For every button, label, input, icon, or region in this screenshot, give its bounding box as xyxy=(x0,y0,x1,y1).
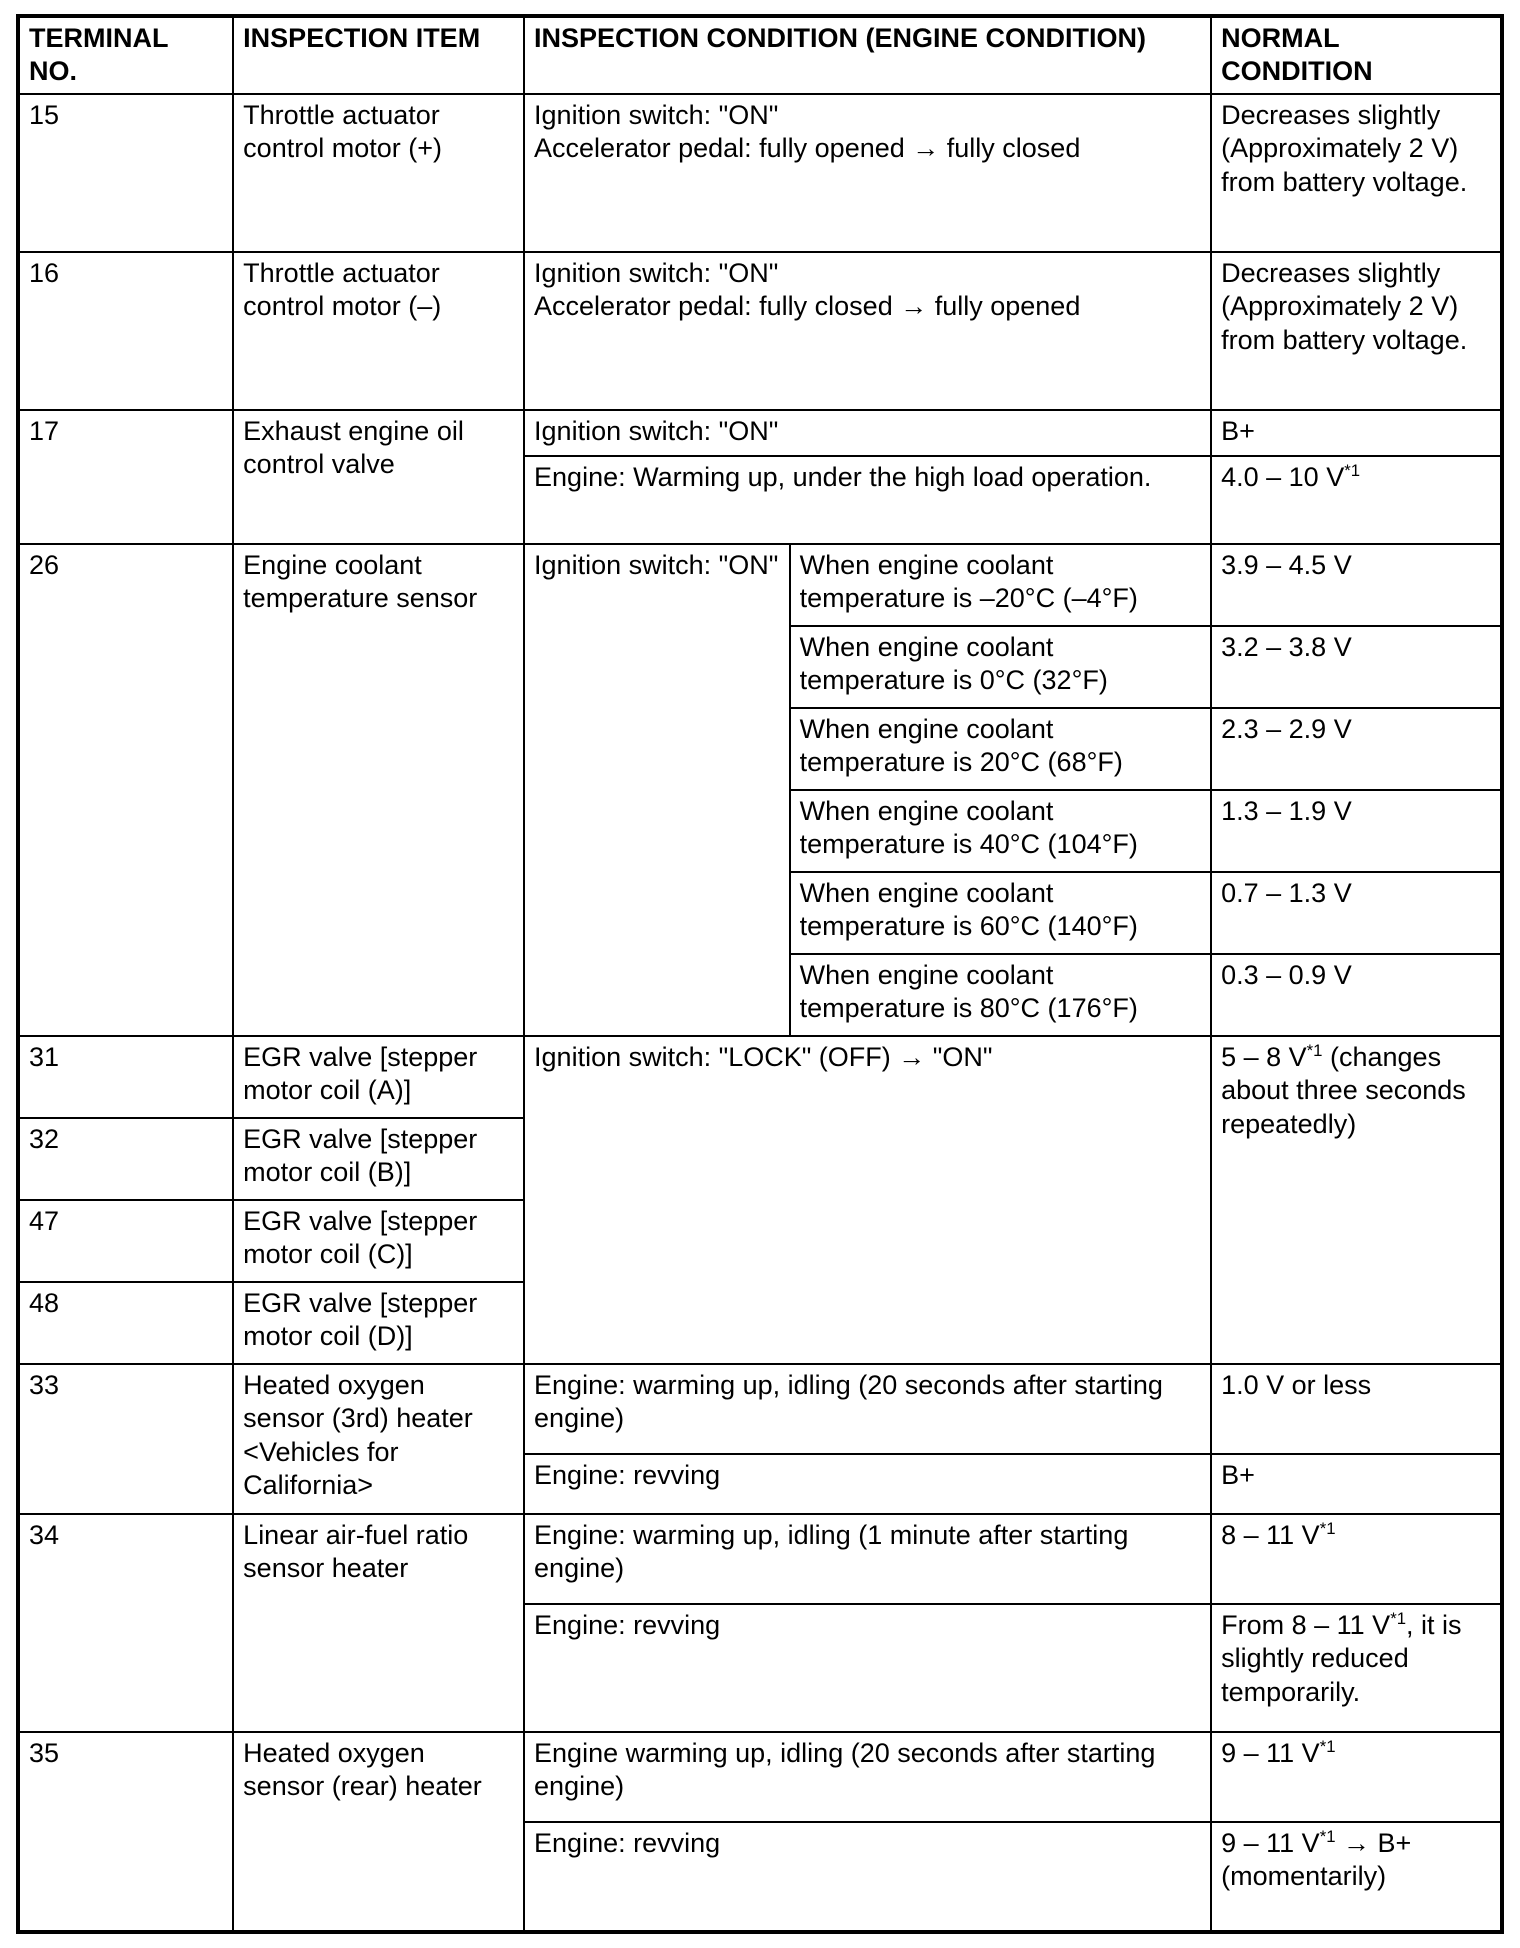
normal-condition xyxy=(1211,1604,1502,1732)
inspection-item: Throttle actuator control motor (–) xyxy=(233,252,524,410)
normal-value-cont: → B+ (momentarily) xyxy=(1221,1827,1412,1892)
inspection-condition: Engine: revving xyxy=(524,1454,1211,1514)
terminal-no: 26 xyxy=(18,544,233,1036)
inspection-item: EGR valve [stepper motor coil (A)] xyxy=(233,1036,524,1118)
header-normal-condition: NORMAL CONDITION xyxy=(1211,16,1502,94)
header-row xyxy=(18,16,1502,94)
inspection-item: EGR valve [stepper motor coil (D)] xyxy=(233,1282,524,1364)
normal-condition xyxy=(1211,1514,1502,1604)
normal-value: 8 – 11 V xyxy=(1221,1519,1320,1550)
normal-condition: B+ xyxy=(1211,1454,1502,1514)
inspection-condition: Engine: warming up, idling (20 seconds after starting engine) xyxy=(524,1364,1211,1454)
terminal-no: 48 xyxy=(18,1282,233,1364)
row-terminal-34 xyxy=(18,1514,1502,1604)
normal-condition: 3.9 – 4.5 V xyxy=(1211,544,1502,626)
terminal-no: 35 xyxy=(18,1732,233,1932)
normal-condition: 2.3 – 2.9 V xyxy=(1211,708,1502,790)
normal-condition: 3.2 – 3.8 V xyxy=(1211,626,1502,708)
normal-condition xyxy=(1211,1822,1502,1932)
row-terminal-15 xyxy=(18,94,1502,252)
normal-condition: B+ xyxy=(1211,410,1502,456)
coolant-temp-condition: When engine coolant temperature is 80°C (176°F) xyxy=(790,954,1211,1036)
row-terminal-26 xyxy=(18,544,1502,626)
normal-value: From 8 – 11 V xyxy=(1221,1609,1391,1640)
normal-condition xyxy=(1211,1036,1502,1364)
terminal-no: 32 xyxy=(18,1118,233,1200)
normal-value: 4.0 – 10 V xyxy=(1221,461,1345,492)
footnote-marker: *1 xyxy=(1319,1736,1336,1756)
inspection-item: EGR valve [stepper motor coil (B)] xyxy=(233,1118,524,1200)
terminal-no: 17 xyxy=(18,410,233,544)
terminal-inspection-table xyxy=(16,14,1504,1934)
coolant-temp-condition: When engine coolant temperature is –20°C (–4°F) xyxy=(790,544,1211,626)
inspection-item: Heated oxygen sensor (3rd) heater <Vehicles for California> xyxy=(233,1364,524,1514)
normal-condition: 0.7 – 1.3 V xyxy=(1211,872,1502,954)
page xyxy=(16,14,1504,1934)
row-terminal-35 xyxy=(18,1732,1502,1822)
terminal-no: 34 xyxy=(18,1514,233,1732)
inspection-condition: Ignition switch: "ON" xyxy=(524,410,1211,456)
row-terminal-17 xyxy=(18,410,1502,456)
footnote-marker: *1 xyxy=(1319,1518,1336,1538)
inspection-item: EGR valve [stepper motor coil (C)] xyxy=(233,1200,524,1282)
condition-line: Accelerator pedal: fully closed → fully opened xyxy=(534,291,1081,322)
inspection-condition xyxy=(524,252,1211,410)
normal-value: 9 – 11 V xyxy=(1221,1827,1320,1858)
coolant-temp-condition: When engine coolant temperature is 0°C (32°F) xyxy=(790,626,1211,708)
terminal-no: 16 xyxy=(18,252,233,410)
normal-condition: 1.0 V or less xyxy=(1211,1364,1502,1454)
condition-line: Accelerator pedal: fully opened → fully closed xyxy=(534,133,1081,164)
footnote-marker: *1 xyxy=(1390,1608,1407,1628)
inspection-condition xyxy=(524,94,1211,252)
inspection-item: Exhaust engine oil control valve xyxy=(233,410,524,544)
row-terminal-33 xyxy=(18,1364,1502,1454)
inspection-item: Heated oxygen sensor (rear) heater xyxy=(233,1732,524,1932)
normal-value: 5 – 8 V xyxy=(1221,1041,1307,1072)
inspection-item: Engine coolant temperature sensor xyxy=(233,544,524,1036)
inspection-condition: Engine: revving xyxy=(524,1822,1211,1932)
normal-condition xyxy=(1211,456,1502,544)
footnote-marker: *1 xyxy=(1306,1040,1323,1060)
coolant-temp-condition: When engine coolant temperature is 40°C (104°F) xyxy=(790,790,1211,872)
normal-condition: 0.3 – 0.9 V xyxy=(1211,954,1502,1036)
terminal-no: 47 xyxy=(18,1200,233,1282)
coolant-temp-condition: When engine coolant temperature is 60°C (140°F) xyxy=(790,872,1211,954)
inspection-item: Linear air-fuel ratio sensor heater xyxy=(233,1514,524,1732)
coolant-temp-condition: When engine coolant temperature is 20°C (68°F) xyxy=(790,708,1211,790)
inspection-condition: Engine warming up, idling (20 seconds after starting engine) xyxy=(524,1732,1211,1822)
normal-condition: 1.3 – 1.9 V xyxy=(1211,790,1502,872)
footnote-marker: *1 xyxy=(1344,460,1361,480)
header-inspection-item: INSPECTION ITEM xyxy=(233,16,524,94)
condition-line: Ignition switch: "ON" xyxy=(534,257,779,288)
header-terminal-no: TERMINAL NO. xyxy=(18,16,233,94)
footnote-marker: *1 xyxy=(1319,1826,1336,1846)
row-terminal-31 xyxy=(18,1036,1502,1118)
inspection-condition: Engine: warming up, idling (1 minute after starting engine) xyxy=(524,1514,1211,1604)
normal-value: 9 – 11 V xyxy=(1221,1737,1320,1768)
inspection-condition: Engine: Warming up, under the high load operation. xyxy=(524,456,1211,544)
inspection-condition: Ignition switch: "LOCK" (OFF) → "ON" xyxy=(524,1036,1211,1364)
inspection-item: Throttle actuator control motor (+) xyxy=(233,94,524,252)
condition-line: Ignition switch: "ON" xyxy=(534,99,779,130)
normal-condition xyxy=(1211,1732,1502,1822)
header-inspection-condition: INSPECTION CONDITION (ENGINE CONDITION) xyxy=(524,16,1211,94)
normal-value-cont: , it is slightly reduced temporarily. xyxy=(1221,1609,1462,1707)
normal-value-cont: (changes about three seconds repeatedly) xyxy=(1221,1041,1466,1139)
ignition-switch-condition: Ignition switch: "ON" xyxy=(524,544,790,1036)
normal-condition: Decreases slightly (Approximately 2 V) from battery voltage. xyxy=(1211,252,1502,410)
terminal-no: 31 xyxy=(18,1036,233,1118)
row-terminal-16 xyxy=(18,252,1502,410)
inspection-condition: Engine: revving xyxy=(524,1604,1211,1732)
normal-condition: Decreases slightly (Approximately 2 V) from battery voltage. xyxy=(1211,94,1502,252)
terminal-no: 33 xyxy=(18,1364,233,1514)
terminal-no: 15 xyxy=(18,94,233,252)
